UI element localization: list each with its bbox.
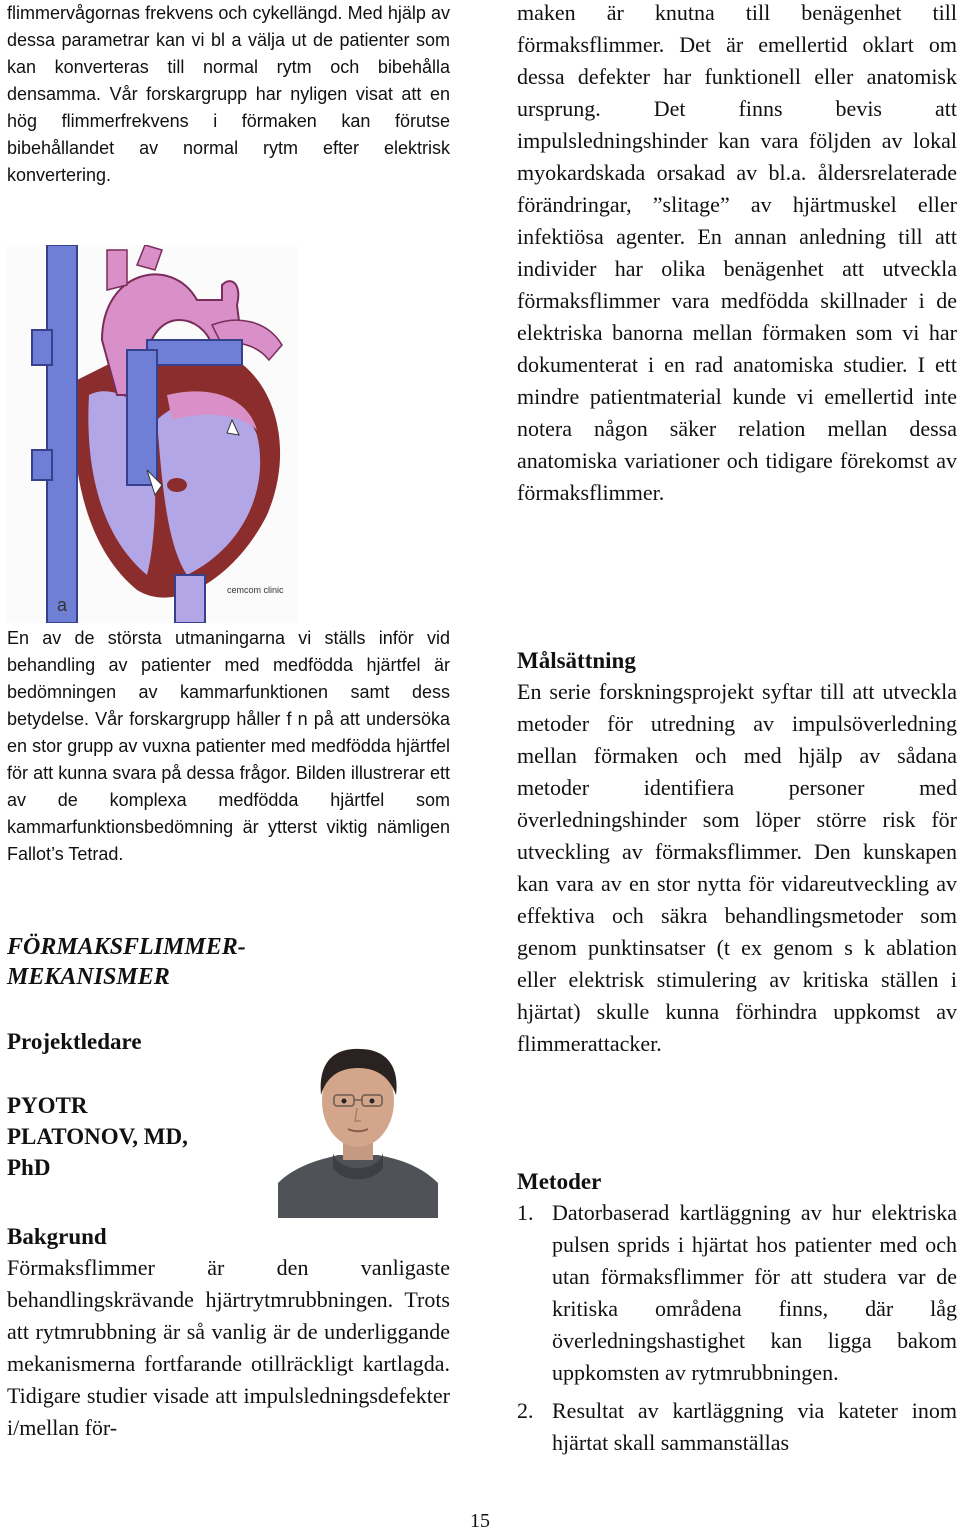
portrait-photo — [278, 1043, 438, 1218]
figure-label: a — [57, 595, 68, 615]
list-item — [517, 1395, 957, 1459]
list-item-number: 1. — [517, 1200, 534, 1225]
section-title-line-2: MEKANISMER — [7, 964, 170, 990]
section-title-block — [7, 932, 450, 992]
right-column-top — [517, 0, 957, 509]
figure-caption-block — [7, 625, 450, 868]
metoder-block — [517, 1166, 957, 1459]
list-item-text: Resultat av kartläggning via kateter inom hjärtat skall sammanställas — [552, 1398, 957, 1455]
intro-paragraph: flimmervågornas frekvens och cykellängd. Med hjälp av dessa parametrar kan vi bl a välja ut de patienter som kan konverteras till normal rytm och bibehålla densamma. Vår forskargrupp har nyligen visat att en hög flimmerfrekvens i förmaken kan förutse bibehållandet av normal rytm efter elektrisk konvertering. — [7, 3, 450, 185]
list-item-text: Datorbaserad kartläggning av hur elektriska pulsen sprids i hjärtat hos patienter med och utan förmaksflimmer för att studera var de kritiska områdena finns, där låg överledningshastighet kan ligga bakom uppkomsten av rytmrubbningen. — [552, 1200, 957, 1385]
malsattning-block — [517, 645, 957, 1060]
bakgrund-paragraph: Förmaksflimmer är den vanligaste behandlingskrävande hjärtrytmrubbningen. Trots att rytmrubbning är så vanlig är de underliggande mekanismerna fortfarande otillräckligt kartlagda. Tidigare studier visade att impulsledningsdefekter i/mellan för- — [7, 1255, 450, 1440]
page-number: 15 — [470, 1510, 490, 1532]
right-intro-paragraph: maken är knutna till benägenhet till förmaksflimmer. Det är emellertid oklart om dessa defekter har funktionell eller anatomisk ursprung. Det finns bevis att impulsledningshinder kan vara följden av lokal myokardskada orsakad av bl.a. åldersrelaterade förändringar, ”slitage” av hjärtmuskel eller infektiösa agenter. En annan anledning till att individer har olika benägenhet att utveckla förmaksflimmer vara medfödda skillnader i de elektriska banorna mellan förmaken som vi har dokumenterat i en rad anatomiska studier. I ett mindre patientmaterial kunde vi emellertid inte notera någon säker relation mellan dessa anatomiska variationer och tidigare förekomst av förmaksflimmer. — [517, 0, 957, 505]
name-line-2: PLATONOV, MD, — [7, 1124, 188, 1149]
projektledare-heading: Projektledare — [7, 1029, 142, 1054]
bakgrund-block — [7, 1221, 450, 1444]
name-line-1: PYOTR — [7, 1093, 88, 1118]
figure-credit: cemcom clinic — [227, 585, 284, 595]
name-line-3: PhD — [7, 1155, 51, 1180]
section-title-line-1: FÖRMAKSFLIMMER- — [7, 934, 246, 960]
metoder-heading: Metoder — [517, 1169, 602, 1194]
heart-illustration — [7, 245, 297, 623]
list-item-number: 2. — [517, 1398, 534, 1423]
figure-caption: En av de största utmaningarna vi ställs inför vid behandling av patienter med medfödda hjärtfel är bedömningen av kammarfunktionen samt dess betydelse. Vår forskargrupp håller f n på att undersöka en stor grupp av vuxna patienter med medfödda hjärtfel för att kunna svara på dessa frågor. Bilden illustrerar ett av de komplexa medfödda hjärtfel som kammarfunktionsbedömning är ytterst viktig nämligen Fallot’s Tetrad. — [7, 628, 450, 864]
list-item — [517, 1197, 957, 1389]
bakgrund-heading: Bakgrund — [7, 1224, 107, 1249]
metoder-list — [517, 1197, 957, 1459]
malsattning-paragraph: En serie forskningsprojekt syftar till att utveckla metoder för utredning av impulsöverledning mellan förmaken och med hjälp av sådana metoder identifiera personer med överledningshinder som löper större risk för utveckling av förmaksflimmer. Den kunskapen kan vara av en stor nytta för vidareutveckling av effektiva och säkra behandlingsmetoder som genom punktinsatser (t ex genom s k ablation eller elektrisk stimulering av kritiska ställen i hjärtat) skulle kunna förhindra uppkomst av flimmerattacker. — [517, 679, 957, 1056]
malsattning-heading: Målsättning — [517, 648, 636, 673]
